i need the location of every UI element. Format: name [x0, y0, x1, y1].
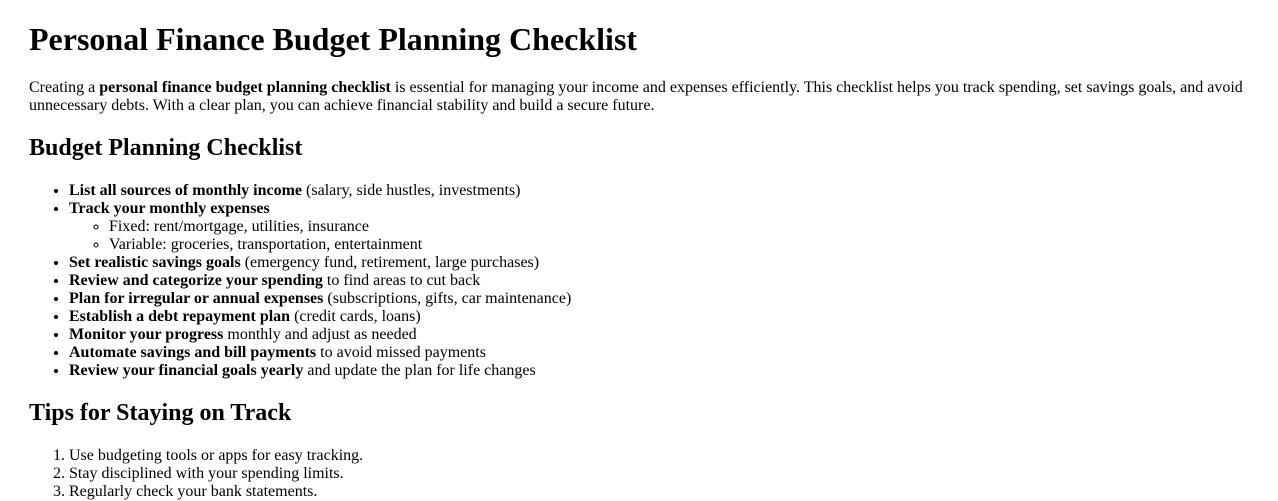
- checklist-item: [69, 326, 1249, 344]
- checklist-item: [69, 308, 1249, 326]
- checklist-item-bold-text: Review and categorize your spending: [69, 272, 323, 289]
- tip-item: 1. Use budgeting tools or apps for easy tracking.: [69, 447, 1249, 465]
- tip-item: 3. Regularly check your bank statements.: [69, 483, 1249, 501]
- checklist-item: [69, 344, 1249, 362]
- checklist-item-detail-text: (subscriptions, gifts, car maintenance): [323, 290, 572, 307]
- checklist-item-bold-text: List all sources of monthly income: [69, 182, 303, 199]
- intro-rest-text: is essential for managing your income and expenses efficiently. This checklist helps you track spending, set savings goals, and avoid unnecessary debts. With a clear plan, you can achieve financial stability and build a secure future.: [29, 79, 1243, 114]
- checklist-item-bold-text: Establish a debt repayment plan: [69, 308, 291, 325]
- checklist-item: [69, 254, 1249, 272]
- intro-bold-text: personal finance budget planning checklist: [99, 79, 391, 96]
- checklist-item-detail-text: monthly and adjust as needed: [223, 326, 417, 343]
- tips-list: [29, 447, 1249, 501]
- checklist-item-detail-text: (emergency fund, retirement, large purchases): [240, 254, 540, 271]
- checklist-item-detail-text: to avoid missed payments: [316, 344, 486, 361]
- intro-prefix-text: Creating a: [29, 79, 100, 96]
- checklist-item-bold-text: Review your financial goals yearly: [69, 362, 304, 379]
- tip-item: 2. Stay disciplined with your spending limits.: [69, 465, 1249, 483]
- checklist-item-bold-text: Track your monthly expenses: [69, 200, 270, 217]
- intro-paragraph: [29, 79, 1249, 115]
- section-heading-checklist: Budget Planning Checklist: [29, 135, 303, 161]
- document-page: [29, 21, 1249, 501]
- checklist-item: [69, 362, 1249, 380]
- sublist-item: ◦ Variable: groceries, transportation, entertainment: [109, 236, 1249, 254]
- checklist-item-bold-text: Automate savings and bill payments: [69, 344, 317, 361]
- checklist-list: [29, 182, 1249, 380]
- checklist-item: [69, 290, 1249, 308]
- checklist-item-detail-text: to find areas to cut back: [322, 272, 481, 289]
- checklist-item-detail-text: (salary, side hustles, investments): [302, 182, 521, 199]
- checklist-item-detail-text: and update the plan for life changes: [303, 362, 536, 379]
- section-heading-tips: Tips for Staying on Track: [29, 400, 292, 426]
- checklist-item: [69, 200, 1249, 254]
- checklist-item-bold-text: Monitor your progress: [69, 326, 224, 343]
- sublist-item: ◦ Fixed: rent/mortgage, utilities, insurance: [109, 218, 1249, 236]
- checklist-item: [69, 182, 1249, 200]
- checklist-item-bold-text: Plan for irregular or annual expenses: [69, 290, 324, 307]
- page-title: Personal Finance Budget Planning Checklist: [29, 21, 638, 57]
- checklist-item: [69, 272, 1249, 290]
- checklist-item-bold-text: Set realistic savings goals: [69, 254, 241, 271]
- checklist-item-detail-text: (credit cards, loans): [290, 308, 421, 325]
- expense-sublist: [69, 218, 1249, 254]
